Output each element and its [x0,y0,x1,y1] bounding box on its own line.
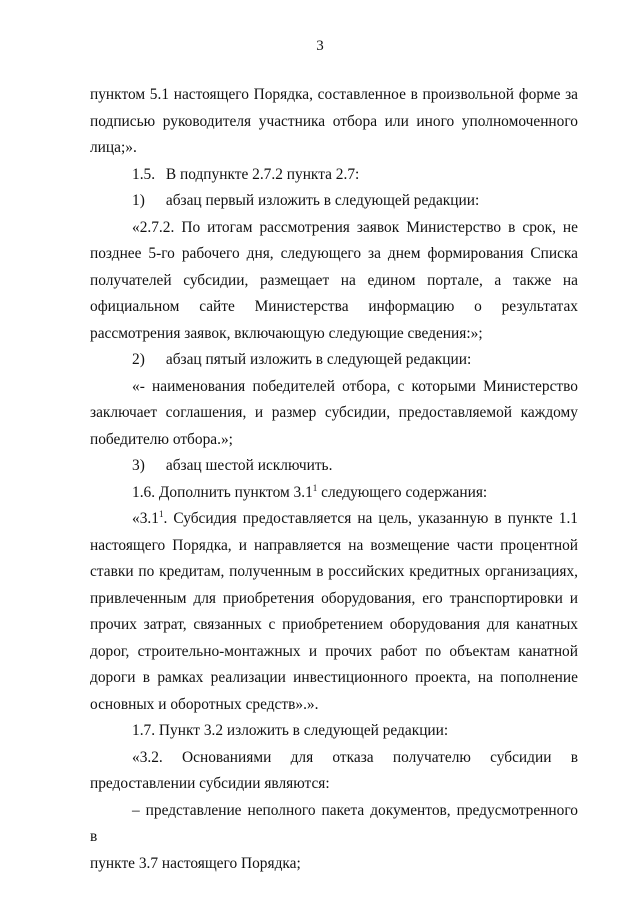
paragraph-incomplete-docs [90,798,578,878]
text-fragment: «3.1 [132,510,159,527]
text-line: дорог, строительно-монтажных и прочих работ по объектам канатной [90,642,578,660]
page-number: 3 [316,38,324,54]
document-body [90,82,578,877]
item-number: 3) [132,457,145,474]
text-line: «3.2. Основаниями для отказа получателю субсидии в [132,748,578,766]
text-line: прочих затрат, связанных с приобретением оборудования для канатных [90,616,578,633]
text-line: победителю отбора.»; [90,430,233,448]
text-fragment: следующего содержания: [317,483,488,501]
text-line [90,506,578,533]
text-line: дороги в рамках реализации инвестиционного проекта, на пополнение [90,669,578,686]
text-fragment: 1.6. Дополнить пунктом 3.1 [132,483,313,501]
text-line: рассмотрения заявок, включающую следующие сведения:»; [90,324,483,342]
item-text: В подпункте 2.7.2 пункта 2.7: [165,165,360,183]
text-line: получателей субсидии, размещает на едином портале, а также на [90,271,578,289]
text-fragment: . Субсидия предоставляется на цель, указанную в пункте 1.1 [163,510,578,527]
text-line: – представление неполного пакета документов, предусмотренного в [90,801,578,845]
item-text: абзац первый изложить в следующей редакции: [165,192,480,209]
paragraph-continuation [90,82,578,162]
text-line: позднее 5-го рабочего дня, следующего за днем формирования Списка [90,245,578,262]
paragraph-sub-1 [90,188,578,215]
paragraph-sub-2 [90,347,578,374]
superscript: 1 [312,482,318,493]
text-line: привлеченным для приобретения оборудования, его транспортировки и [90,589,578,607]
text-line: заключает соглашения, и размер субсидии, предоставляемой каждому [90,404,578,421]
paragraph-1-6 [90,480,578,507]
text-line: «- наименования победителей отбора, с которыми Министерство [132,377,578,395]
text-line: пунктом 5.1 настоящего Порядка, составленное в произвольной форме за [90,86,578,103]
text-line: предоставлении субсидии являются: [90,775,330,792]
text-line: «2.7.2. По итогам рассмотрения заявок Министерство в срок, не [132,218,578,236]
item-text: абзац пятый изложить в следующей редакции: [165,351,472,368]
text-line: основных и оборотных средств».». [90,695,319,713]
paragraph-1-7: 1.7. Пункт 3.2 изложить в следующей редакции: [132,722,449,739]
text-line: настоящего Порядка, и направляется на возмещение части процентной [90,536,578,554]
text-line: официальном сайте Министерства информацию о результатах [90,298,578,315]
text-line: пункте 3.7 настоящего Порядка; [90,854,301,872]
paragraph-sub-3 [90,453,578,480]
superscript: 1 [158,508,164,519]
text-line: лица;». [90,139,137,156]
paragraph-1-5 [90,162,578,189]
item-number: 1) [132,192,145,209]
item-number: 1.5. [132,165,156,183]
paragraph-winners [90,374,578,454]
item-number: 2) [132,351,145,368]
paragraph-3-2 [90,745,578,798]
paragraph-3-1-1 [90,506,578,718]
item-text: абзац шестой исключить. [165,457,333,474]
paragraph-2-7-2 [90,215,578,348]
text-line: подписью руководителя участника отбора или иного уполномоченного [90,112,578,130]
text-line: ставки по кредитам, полученным в российских кредитных организациях, [90,563,578,580]
